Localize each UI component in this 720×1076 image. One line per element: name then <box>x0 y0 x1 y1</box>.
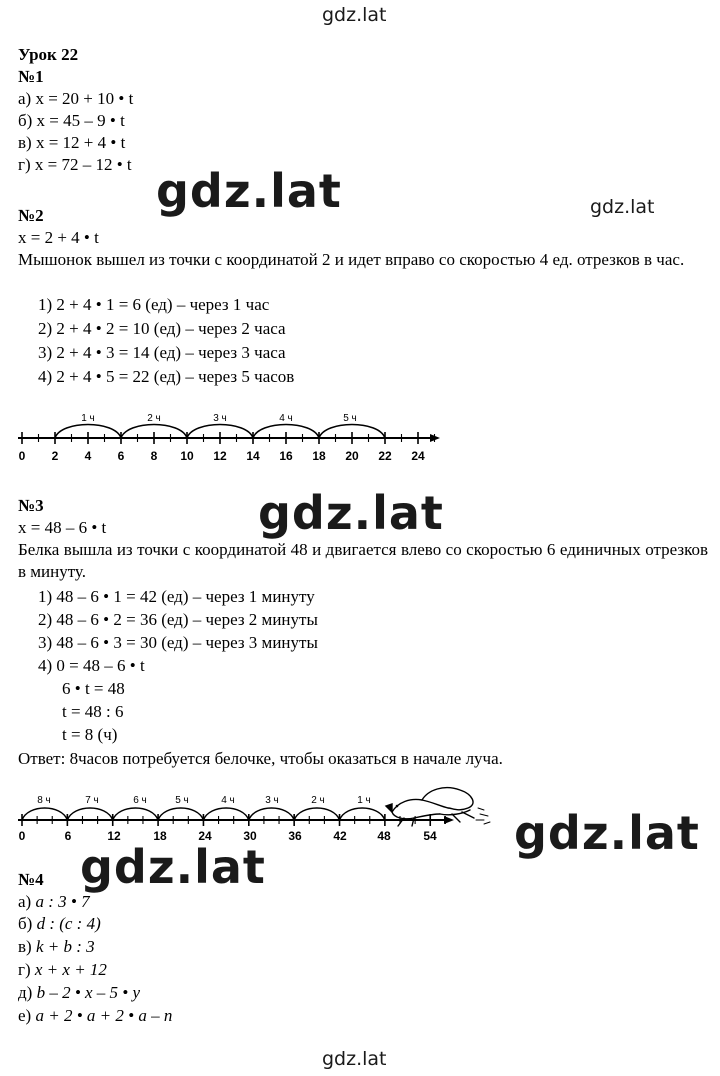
item-expression: b – 2 • x – 5 • y <box>36 983 141 1002</box>
item-prefix: е) <box>18 1006 36 1025</box>
axis-tick-label: 12 <box>213 449 227 463</box>
arc-label: 3 ч <box>265 795 279 806</box>
task3-solve: t = 8 (ч) <box>62 725 118 744</box>
task2-step: 4) 2 + 4 • 5 = 22 (ед) – через 5 часов <box>38 367 295 386</box>
watermark-big: gdz.lat <box>156 164 342 218</box>
task3-formula: x = 48 – 6 • t <box>18 518 107 537</box>
axis-tick-label: 4 <box>84 449 92 463</box>
watermark-big: gdz.lat <box>514 806 700 860</box>
arc-label: 7 ч <box>85 795 99 806</box>
jump-arc <box>340 808 385 820</box>
item-expression: a : 3 • 7 <box>35 892 90 911</box>
task2-step: 3) 2 + 4 • 3 = 14 (ед) – через 3 часа <box>38 343 286 362</box>
task2-formula: x = 2 + 4 • t <box>18 228 99 247</box>
task3-step: 2) 48 – 6 • 2 = 36 (ед) – через 2 минуты <box>38 610 318 629</box>
jump-arc <box>158 808 203 820</box>
axis-tick-label: 24 <box>198 829 212 843</box>
arc-label: 8 ч <box>37 795 51 806</box>
item-prefix: в) <box>18 937 36 956</box>
task4-number: №4 <box>18 870 44 889</box>
jump-arc <box>249 808 294 820</box>
item-prefix: д) <box>18 983 37 1002</box>
item-prefix: б) <box>18 914 37 933</box>
task4-item <box>18 936 95 958</box>
task4-item <box>18 982 140 1004</box>
task2-number: №2 <box>18 206 44 225</box>
task4-item <box>18 913 101 935</box>
watermark-top: gdz.lat <box>322 4 387 26</box>
watermark-big: gdz.lat <box>258 486 444 540</box>
lesson-title: Урок 22 <box>18 45 79 64</box>
task3-solve: t = 48 : 6 <box>62 702 124 721</box>
jump-arc <box>203 808 248 820</box>
arc-label: 3 ч <box>213 413 227 424</box>
task3-step: 4) 0 = 48 – 6 • t <box>38 656 145 675</box>
arc-label: 6 ч <box>133 795 147 806</box>
axis-tick-label: 54 <box>423 829 437 843</box>
axis-tick-label: 42 <box>333 829 347 843</box>
arc-label: 4 ч <box>279 413 293 424</box>
task4-item <box>18 1005 172 1027</box>
task3-answer: Ответ: 8часов потребуется белочке, чтобы оказаться в начале луча. <box>18 749 503 768</box>
task4-item <box>18 959 107 981</box>
axis-tick-label: 20 <box>345 449 359 463</box>
task1-line: в) x = 12 + 4 • t <box>18 133 126 152</box>
number-line-mouse <box>0 400 460 470</box>
task1-number: №1 <box>18 67 44 86</box>
axis-tick-label: 2 <box>51 449 59 463</box>
axis-tick-label: 6 <box>117 449 125 463</box>
arc-label: 2 ч <box>147 413 161 424</box>
watermark-big: gdz.lat <box>80 840 266 894</box>
task2-step: 2) 2 + 4 • 2 = 10 (ед) – через 2 часа <box>38 319 286 338</box>
item-prefix: г) <box>18 960 35 979</box>
arc-label: 1 ч <box>81 413 95 424</box>
task1-line: г) x = 72 – 12 • t <box>18 155 132 174</box>
axis-tick-label: 30 <box>243 829 257 843</box>
task3-number: №3 <box>18 496 44 515</box>
axis-tick-label: 14 <box>246 449 260 463</box>
arc-label: 2 ч <box>311 795 325 806</box>
axis-tick-label: 16 <box>279 449 293 463</box>
task3-solve: 6 • t = 48 <box>62 679 125 698</box>
axis-tick-label: 0 <box>18 829 26 843</box>
item-expression: x + x + 12 <box>34 960 107 979</box>
axis-tick-label: 6 <box>64 829 72 843</box>
watermark-right: gdz.lat <box>590 196 655 218</box>
jump-arc <box>67 808 112 820</box>
axis-tick-label: 48 <box>377 829 391 843</box>
task2-step: 1) 2 + 4 • 1 = 6 (ед) – через 1 час <box>38 295 270 314</box>
task2-description: Мышонок вышел из точки с координатой 2 и идет вправо со скоростью 4 ед. отрезков в час. <box>18 250 685 269</box>
arc-label: 4 ч <box>221 795 235 806</box>
jump-arc <box>294 808 339 820</box>
axis-tick-label: 8 <box>150 449 158 463</box>
arc-label: 5 ч <box>343 413 357 424</box>
axis-tick-label: 24 <box>411 449 425 463</box>
axis-tick-label: 18 <box>153 829 167 843</box>
axis-tick-label: 22 <box>378 449 392 463</box>
arc-label: 5 ч <box>175 795 189 806</box>
task3-description: Белка вышла из точки с координатой 48 и двигается влево со скоростью 6 единичных отрезков в минуту. <box>18 540 708 581</box>
task1-line: б) x = 45 – 9 • t <box>18 111 125 130</box>
task3-step: 1) 48 – 6 • 1 = 42 (ед) – через 1 минуту <box>38 587 315 606</box>
axis-tick-label: 36 <box>288 829 302 843</box>
jump-arc <box>113 808 158 820</box>
jump-arc <box>22 808 67 820</box>
item-expression: d : (c : 4) <box>36 914 101 933</box>
arc-label: 1 ч <box>357 795 371 806</box>
item-expression: a + 2 • a + 2 • a – n <box>35 1006 173 1025</box>
task4-item <box>18 891 90 913</box>
axis-tick-label: 12 <box>107 829 121 843</box>
number-line-squirrel <box>0 768 520 844</box>
item-prefix: а) <box>18 892 36 911</box>
axis-tick-label: 18 <box>312 449 326 463</box>
axis-tick-label: 0 <box>18 449 26 463</box>
task3-step: 3) 48 – 6 • 3 = 30 (ед) – через 3 минуты <box>38 633 318 652</box>
item-expression: k + b : 3 <box>35 937 95 956</box>
task1-line: а) x = 20 + 10 • t <box>18 89 134 108</box>
axis-tick-label: 10 <box>180 449 194 463</box>
watermark-bottom: gdz.lat <box>322 1048 387 1070</box>
